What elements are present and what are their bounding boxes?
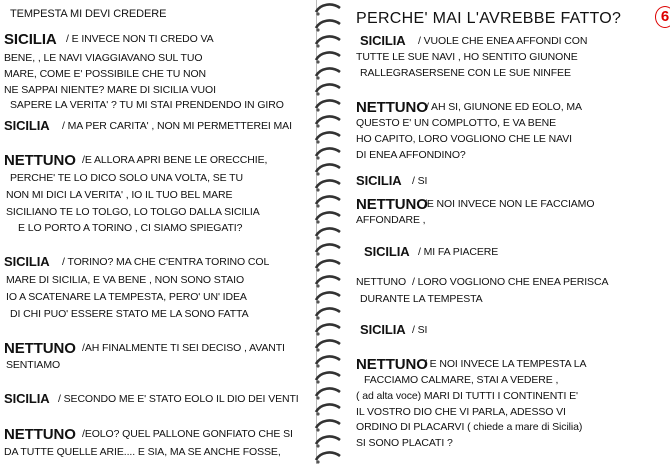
dialogue-line: AFFONDARE , xyxy=(356,214,426,226)
spiral-hole xyxy=(316,396,319,399)
dialogue-line: / SI xyxy=(412,324,428,336)
dialogue-line: IO A SCATENARE LA TEMPESTA, PERO' UN' IDEA xyxy=(6,291,247,303)
dialogue-line: HO CAPITO, LORO VOGLIONO CHE LE NAVI xyxy=(356,133,572,145)
dialogue-line: /AH FINALMENTE TI SEI DECISO , AVANTI xyxy=(82,342,285,354)
left-title: TEMPESTA MI DEVI CREDERE xyxy=(10,8,167,20)
spiral-hole xyxy=(316,444,319,447)
spiral-hole xyxy=(316,268,319,271)
spiral-coil xyxy=(316,53,340,60)
speaker-label: SICILIA xyxy=(4,118,50,133)
dialogue-line: MARE DI SICILIA, E VA BENE , NON SONO STAIO xyxy=(6,274,245,286)
spiral-coil xyxy=(316,437,340,444)
dialogue-line: DURANTE LA TEMPESTA xyxy=(360,293,483,305)
spiral-coil xyxy=(316,117,340,124)
dialogue-line: SICILIANO TE LO TOLGO, LO TOLGO DALLA SICILIA xyxy=(6,206,260,218)
spiral-hole xyxy=(316,252,319,255)
spiral-hole xyxy=(316,12,319,15)
dialogue-line: SAPERE LA VERITA' ? TU MI STAI PRENDENDO IN GIRO xyxy=(10,99,284,111)
dialogue-line: DI CHI PUO' ESSERE STATO ME LA SONO FATTA xyxy=(10,308,249,320)
spiral-coil xyxy=(316,389,340,396)
dialogue-line: FACCIAMO CALMARE, STAI A VEDERE , xyxy=(364,374,559,386)
spiral-coil xyxy=(316,341,340,348)
spiral-coil xyxy=(316,245,340,252)
spiral-coil xyxy=(316,101,340,108)
spiral-hole xyxy=(316,44,319,47)
spiral-coil xyxy=(316,261,340,268)
spiral-hole xyxy=(316,364,319,367)
dialogue-line: NE SAPPAI NIENTE? MARE DI SICILIA VUOI xyxy=(4,84,216,96)
spiral-coil xyxy=(316,181,340,188)
spiral-hole xyxy=(316,316,319,319)
spiral-hole xyxy=(316,188,319,191)
spiral-coil xyxy=(316,5,340,12)
page-number-badge: 6 xyxy=(655,6,670,28)
dialogue-line: / E INVECE NON TI CREDO VA xyxy=(66,33,214,45)
spiral-coil xyxy=(316,357,340,364)
spiral-coil xyxy=(316,277,340,284)
dialogue-line: E LO PORTO A TORINO , CI SIAMO SPIEGATI? xyxy=(18,222,243,234)
dialogue-line: / MI FA PIACERE xyxy=(418,246,499,258)
spiral-hole xyxy=(316,348,319,351)
spiral-coil xyxy=(316,309,340,316)
spiral-hole xyxy=(316,124,319,127)
speaker-label: SICILIA xyxy=(356,173,402,188)
dialogue-line: / AH SI, GIUNONE ED EOLO, MA xyxy=(426,101,582,113)
spiral-hole xyxy=(316,236,319,239)
spiral-hole xyxy=(316,300,319,303)
speaker-label: NETTUNO xyxy=(356,99,428,116)
speaker-label: SICILIA xyxy=(4,31,57,48)
dialogue-line: ( ad alta voce) MARI DI TUTTI I CONTINENTI E' xyxy=(356,390,578,402)
speaker-label: NETTUNO xyxy=(4,340,76,357)
dialogue-line: DA TUTTE QUELLE ARIE.... E SIA, MA SE ANCHE FOSSE, xyxy=(4,446,281,458)
speaker-label: NETTUNO xyxy=(356,356,428,373)
spiral-hole xyxy=(316,92,319,95)
dialogue-line: TUTTE LE SUE NAVI , HO SENTITO GIUNONE xyxy=(356,51,578,63)
speaker-label: SICILIA xyxy=(360,33,406,48)
spiral-coil xyxy=(316,133,340,140)
spiral-hole xyxy=(316,108,319,111)
speaker-label: SICILIA xyxy=(364,244,410,259)
spiral-hole xyxy=(316,76,319,79)
speaker-label: NETTUNO xyxy=(4,152,76,169)
spiral-coil xyxy=(316,69,340,76)
spiral-hole xyxy=(316,156,319,159)
spiral-coil xyxy=(316,325,340,332)
spiral-coil xyxy=(316,453,340,460)
dialogue-line: SI SONO PLACATI ? xyxy=(356,437,453,449)
spiral-hole xyxy=(316,460,319,463)
spiral-coil xyxy=(316,21,340,28)
dialogue-line: SENTIAMO xyxy=(6,359,61,371)
spiral-hole xyxy=(316,172,319,175)
spiral-hole xyxy=(316,140,319,143)
spiral-coil xyxy=(316,165,340,172)
spiral-hole xyxy=(316,60,319,63)
dialogue-line: NON MI DICI LA VERITA' , IO IL TUO BEL MARE xyxy=(6,189,233,201)
spiral-hole xyxy=(316,284,319,287)
right-title: PERCHE' MAI L'AVREBBE FATTO? xyxy=(356,10,622,27)
dialogue-line: / E NOI INVECE LA TEMPESTA LA xyxy=(424,358,587,370)
dialogue-line: BENE, , LE NAVI VIAGGIAVANO SUL TUO xyxy=(4,52,203,64)
spiral-coil xyxy=(316,197,340,204)
spiral-hole xyxy=(316,204,319,207)
speaker-label: SICILIA xyxy=(360,322,406,337)
dialogue-line: / MA PER CARITA' , NON MI PERMETTEREI MAI xyxy=(62,120,292,132)
speaker-label: NETTUNO xyxy=(356,196,428,213)
spiral-binding xyxy=(314,0,342,464)
spiral-coil xyxy=(316,405,340,412)
dialogue-line: ORDINO DI PLACARVI ( chiede a mare di Sicilia) xyxy=(356,421,583,433)
speaker-label: SICILIA xyxy=(4,391,50,406)
dialogue-line: RALLEGRASERSENE CON LE SUE NINFEE xyxy=(360,67,571,79)
dialogue-line: / SI xyxy=(412,175,428,187)
spiral-coil xyxy=(316,213,340,220)
spiral-hole xyxy=(316,380,319,383)
spiral-hole xyxy=(316,428,319,431)
dialogue-line: DI ENEA AFFONDINO? xyxy=(356,149,466,161)
dialogue-line: / TORINO? MA CHE C'ENTRA TORINO COL xyxy=(62,256,270,268)
speaker-label: SICILIA xyxy=(4,254,50,269)
spiral-coil xyxy=(316,229,340,236)
spiral-coil xyxy=(316,85,340,92)
spiral-hole xyxy=(316,28,319,31)
dialogue-line: PERCHE' TE LO DICO SOLO UNA VOLTA, SE TU xyxy=(10,172,243,184)
spiral-hole xyxy=(316,220,319,223)
spiral-coil xyxy=(316,293,340,300)
spiral-coil xyxy=(316,149,340,156)
spiral-coil xyxy=(316,373,340,380)
dialogue-line: /E ALLORA APRI BENE LE ORECCHIE, xyxy=(82,154,268,166)
spiral-coil xyxy=(316,421,340,428)
speaker-label: NETTUNO xyxy=(356,276,407,288)
spiral-coil xyxy=(316,37,340,44)
dialogue-line: QUESTO E' UN COMPLOTTO, E VA BENE xyxy=(356,117,556,129)
dialogue-line: / LORO VOGLIONO CHE ENEA PERISCA xyxy=(412,276,609,288)
dialogue-line: /EOLO? QUEL PALLONE GONFIATO CHE SI xyxy=(82,428,293,440)
dialogue-line: / SECONDO ME E' STATO EOLO IL DIO DEI VENTI xyxy=(58,393,299,405)
speaker-label: NETTUNO xyxy=(4,426,76,443)
dialogue-line: MARE, COME E' POSSIBILE CHE TU NON xyxy=(4,68,207,80)
dialogue-line: /E NOI INVECE NON LE FACCIAMO xyxy=(424,198,595,210)
dialogue-line: / VUOLE CHE ENEA AFFONDI CON xyxy=(418,35,588,47)
spiral-hole xyxy=(316,412,319,415)
dialogue-line: IL VOSTRO DIO CHE VI PARLA, ADESSO VI xyxy=(356,406,566,418)
spiral-hole xyxy=(316,332,319,335)
